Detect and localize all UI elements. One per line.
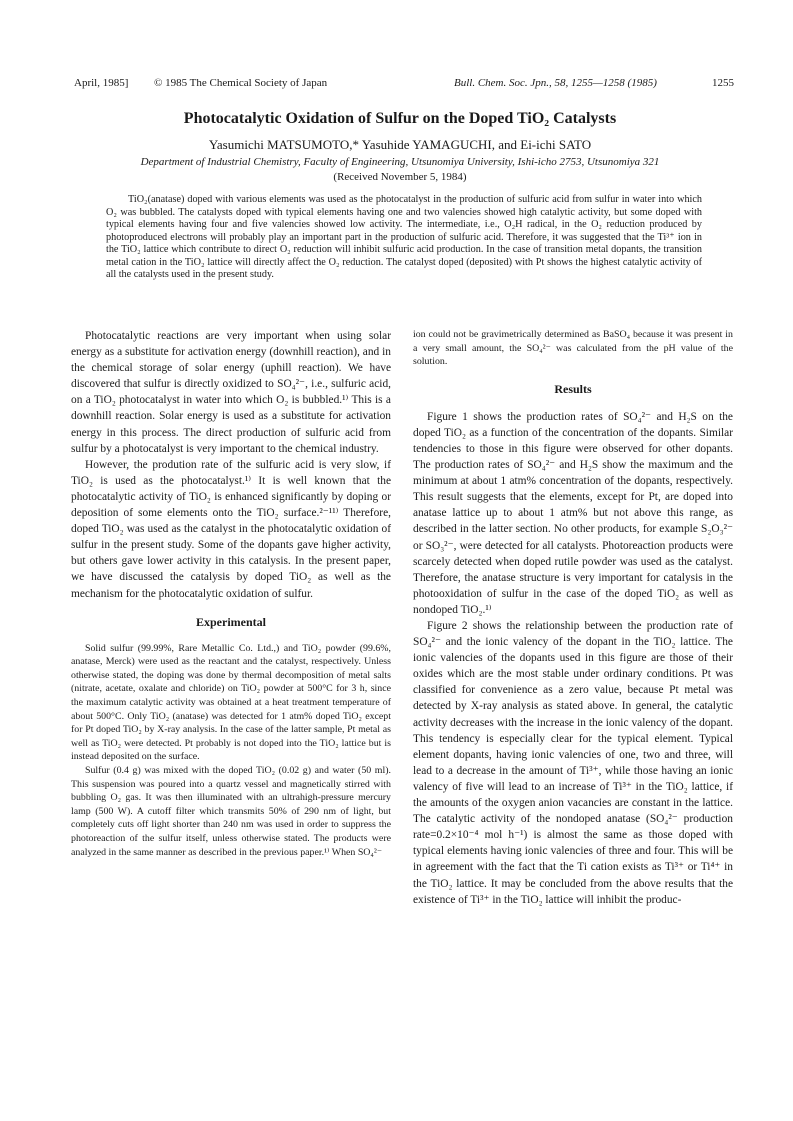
- running-header: [74, 75, 734, 91]
- received-date: (Received November 5, 1984): [333, 171, 467, 183]
- results-heading: Results: [554, 381, 592, 396]
- intro-paragraph-1: Photocatalytic reactions are very important when using solar energy as a substitute for activation energy (downhill reaction), and in the chemical storage of solar energy (uphill reaction). We have discovered that sulfur is directly oxidized to SO₄²⁻, i.e., sulfuric acid, on a TiO₂ photocatalyst in water into which O₂ is bubbled.¹⁾ This is a downhill reaction. Solar energy is used as a substitute for activation energy in this process. The direct production of sulfuric acid from sulfur by a photocatalyst is very important to the chemical industry.: [71, 330, 391, 455]
- header-copyright: © 1985 The Chemical Society of Japan: [154, 77, 328, 89]
- header-date: April, 1985]: [74, 77, 129, 89]
- author-list: Yasumichi MATSUMOTO,* Yasuhide YAMAGUCHI, and Ei-ichi SATO: [208, 137, 592, 152]
- results-paragraph-1: Figure 1 shows the production rates of SO₄²⁻ and H₂S on the doped TiO₂ as a function of the concentration of the dopants. Similar tendencies to those in this figure were observed for other dopants. The production rates of SO₄²⁻ and H₂S show the maximum and the minimum at about 1 atm% concentration of the dopants, respectively. This result suggests that the elements, except for Pt, are doped into anatase lattice up to about 1 atm% but not above this range, as described in the latter section. No other products, for example S₂O₃²⁻ or SO₃²⁻, were detected for all catalysts. Photoreaction products were scarcely detected when doped rutile powder was used as the catalyst. Therefore, the anatase structure is very important for catalysis in the photooxidation of sulfur in the case of the doped TiO₂ as well as nondoped TiO₂.¹⁾: [413, 410, 733, 616]
- experimental-heading: Experimental: [196, 614, 266, 629]
- experimental-paragraph-1: Solid sulfur (99.99%, Rare Metallic Co. Ltd.,) and TiO₂ powder (99.6%, anatase, Merck) were used as the reactant and the catalyst, respectively. Unless otherwise stated, the doping was done by thermal decomposition of metal salts (nitrate, acetate, oxalate and chloride) on TiO₂ powder at 500°C for 3 h, since the maximum catalytic activity was obtained at a heat treatment temperature of about 500°C. Only TiO₂ (anatase) was detected for 1 atm% doped TiO₂ except for Pt doped TiO₂ by X-ray analysis. In the case of the latter sample, Pt metal as well as TiO₂ were detected. Pt probably is not doped into the TiO₂ lattice but is instead deposited on the surface.: [71, 642, 391, 763]
- abstract-text: TiO₂(anatase) doped with various elements was used as the photocatalyst in the production of sulfuric acid from sulfur in water into which O₂ was bubbled. The catalysts doped with typical elements having one and two valencies showed high catalytic activity, but some doped with typical elements having four and five valencies showed low activity. The intermediate, i.e., O₂H radical, in the O₂ reduction produced by photoproduced electrons will probably play an important part in the production of sulfuric acid. Therefore, it was suggested that the Ti³⁺ ion in the TiO₂ lattice which contribute to direct O₂ reduction will inhibit sulfuric acid production. In the case of transition metal dopants, the transition metal cation in the TiO₂ lattice will directly affect the O₂ reduction. The catalyst doped (deposited) with Pt shows the highest catalytic activity of all the catalysts used in the present study.: [106, 194, 702, 280]
- header-page-number: 1255: [712, 77, 734, 89]
- left-column: [71, 328, 391, 859]
- experimental-continuation: ion could not be gravimetrically determined as BaSO₄ because it was present in a very small amount, the SO₄²⁻ was calculated from the pH value of the solution.: [413, 329, 733, 368]
- experimental-paragraph-2: Sulfur (0.4 g) was mixed with the doped TiO₂ (0.02 g) and water (50 ml). This suspension was poured into a quartz vessel and magnetically stirred with bubbling O₂ gas. It was then illuminated with an ultrahigh-pressure mercury lamp (500 W). A cutoff filter which transmits 50% of 290 nm of light, but completely cuts off light shorter than 240 nm was used in order to suppress the photoreaction of the sulfur itself, unless otherwise stated. The products were analyzed in the same manner as described in the previous paper.¹⁾ When SO₄²⁻: [71, 764, 391, 858]
- intro-paragraph-2: However, the prodution rate of the sulfuric acid is very slow, if TiO₂ is used as the photocatalyst.¹⁾ It is well known that the photocatalytic activity of TiO₂ is enhanced significantly by doping or deposition of some elements onto the TiO₂ surface.²⁻¹¹⁾ Therefore, doped TiO₂ was used as the catalyst in the photocatalytic oxidation of sulfur in the present study. Some of the dopants gave higher activity, but others gave lower activity in this catalysis. In the present paper, we have discussed the catalysis by doped TiO₂ as well as the mechanism for the photocatalytic oxidation of sulfur.: [71, 458, 391, 600]
- right-column: [413, 328, 733, 908]
- paper-title: Photocatalytic Oxidation of Sulfur on the Doped TiO₂ Catalysts: [183, 110, 617, 127]
- results-paragraph-2: Figure 2 shows the relationship between the production rate of SO₄²⁻ and the ionic valency of the dopant in the TiO₂ lattice. The ionic valencies of the dopants used in this figure are those of their oxides which are the most stable under ordinary conditions. Pt was classified for convenience as a zero value, because Pt metal was detected by X-ray analysis as stated above. In general, the catalytic activity decreases with the increase in the ionic valency of the dopant. This tendency is especially clear for the typical element. Typical element dopants, having ionic valencies of one, two and three, will lead to a decrease in the amount of Ti³⁺, while those having an ionic valency of five will lead to an increase of Ti³⁺ in the TiO₂ lattice, if the amounts of the oxygen anion vacancies are constant in the lattice. The catalytic activity of the nondoped anatase (SO₄²⁻ production rate=0.2×10⁻⁴ mol h⁻¹) is almost the same as those doped with typical elements having ionic valencies of three and four. This will be in agreement with the fact that the Ti cation exists as Ti³⁺ or Ti⁴⁺ in the TiO₂ lattice. It may be concluded from the above results that the existence of Ti³⁺ in the TiO₂ lattice will inhibit the produc-: [413, 620, 733, 906]
- author-affiliation: Department of Industrial Chemistry, Faculty of Engineering, Utsunomiya University, Ishi-icho 2753, Utsunomiya 321: [140, 156, 660, 168]
- header-journal-citation: Bull. Chem. Soc. Jpn., 58, 1255—1258 (1985): [454, 77, 657, 89]
- abstract: [106, 194, 702, 282]
